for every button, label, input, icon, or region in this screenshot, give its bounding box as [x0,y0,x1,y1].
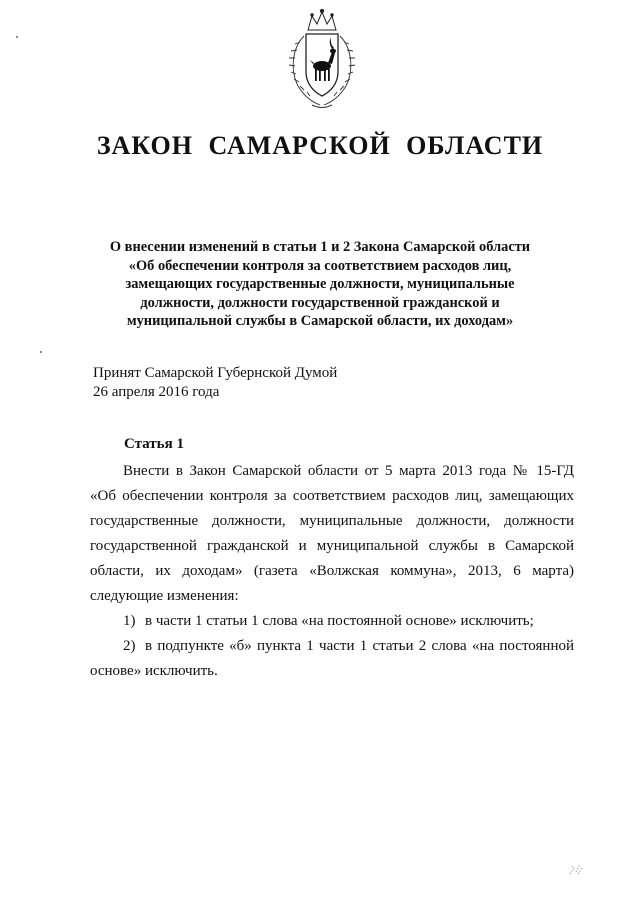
scan-mark [566,856,588,878]
adopted-by: Принят Самарской Губернской Думой [93,365,338,381]
body-line: государственной гражданской и муниципальной службы в Самарской [90,538,574,554]
subject-line: «Об обеспечении контроля за соответствием расходов лиц, [128,257,512,274]
body-line: области, их доходам» (газета «Волжская коммуна», 2013, 6 марта) [90,563,574,579]
subject-line: замещающих государственные должности, муниципальные [125,276,515,293]
list-item-text: в подпункте «б» пункта 1 части 1 статьи 2 слова «на постоянной [145,638,574,654]
scan-speck [40,351,42,353]
subject-line: О внесении изменений в статьи 1 и 2 Закона Самарской области [109,239,531,255]
list-item [90,609,574,634]
samara-coat-of-arms-icon [282,8,362,112]
article-body [90,459,574,684]
scan-speck [16,36,18,38]
adoption-info [93,364,337,402]
subject-line: должности, должности государственной гражданской и [140,294,500,311]
adopted-date: 26 апреля 2016 года [93,384,220,400]
body-line: следующие изменения: [90,588,239,604]
body-line: «Об обеспечении контроля за соответствием расходов лиц, замещающих [90,488,574,504]
subject-line: муниципальной службы в Самарской области, их доходам» [126,313,514,330]
list-item-number: 2) [123,638,136,654]
list-item-number: 1) [123,613,136,629]
body-line: государственные должности, муниципальные должности, должности [90,513,574,529]
body-line: Внести в Закон Самарской области от 5 марта 2013 года № 15-ГД [123,463,574,479]
list-item-continuation: основе» исключить. [90,663,218,679]
list-item [90,634,574,659]
article-title: Статья 1 [124,436,184,452]
list-item-text: в части 1 статьи 1 слова «на постоянной основе» исключить; [145,613,534,629]
law-title: ЗАКОН САМАРСКОЙ ОБЛАСТИ [96,131,544,160]
law-subject [70,238,570,331]
